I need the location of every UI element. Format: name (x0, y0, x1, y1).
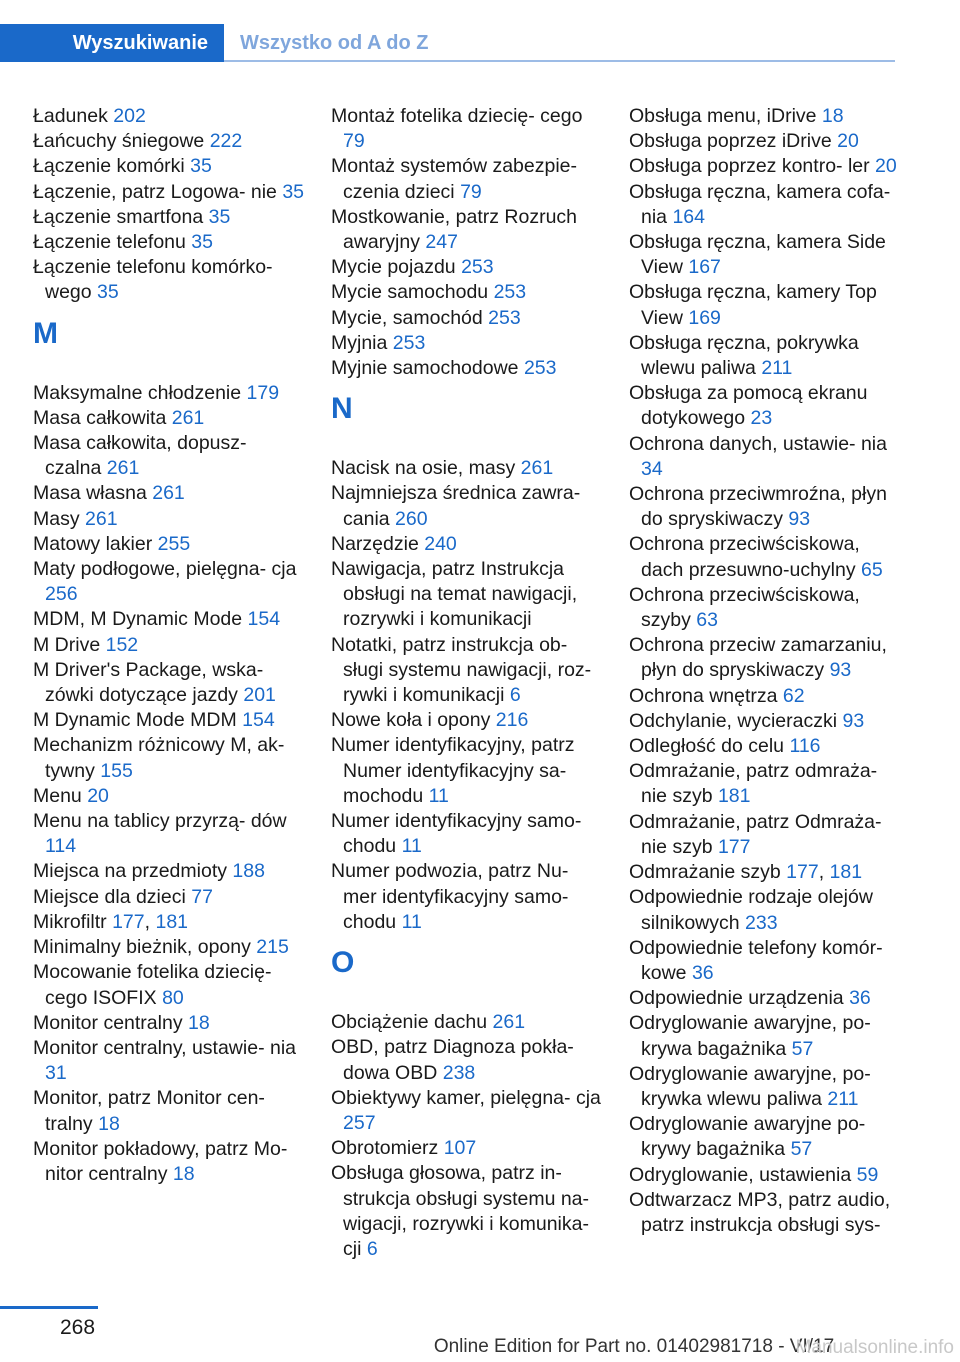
index-term: Mechanizm różnicowy M, ak‐ tywny (33, 734, 285, 782)
page-link[interactable]: 164 (672, 205, 705, 228)
section-letter: M (33, 316, 58, 350)
index-term: Obciążenie dachu (331, 1011, 493, 1034)
page-link[interactable]: 201 (243, 684, 276, 707)
page-link[interactable]: 233 (745, 911, 778, 934)
page-link[interactable]: 167 (688, 256, 721, 279)
page-link[interactable]: 20 (875, 155, 897, 178)
page-link[interactable]: 155 (100, 759, 133, 782)
index-term: Łączenie telefonu (33, 231, 192, 254)
index-entry (629, 1188, 897, 1238)
index-entry (331, 306, 603, 331)
page-link[interactable]: 253 (493, 281, 527, 304)
index-entry (629, 180, 897, 230)
page-link[interactable]: 216 (495, 709, 529, 732)
index-entry (331, 1010, 603, 1035)
index-term: Mycie, samochód (331, 306, 489, 329)
index-term: Obsługa poprzez kontro‐ ler (629, 155, 876, 178)
index-term: Masa własna (33, 482, 153, 505)
index-entry (33, 154, 305, 179)
index-entry (33, 607, 305, 632)
index-entry (33, 1011, 305, 1036)
index-term: Numer identyfikacyjny samo‐ chodu (331, 810, 582, 858)
page-link[interactable]: 93 (788, 508, 811, 531)
index-term: Odmrażanie szyb (629, 861, 787, 884)
index-term: Mycie pojazdu (331, 256, 462, 279)
index-entry (331, 154, 603, 204)
page-separator: , (144, 910, 156, 933)
page-link[interactable]: 253 (523, 357, 557, 380)
index-term: Obsługa menu, iDrive (629, 105, 822, 127)
index-term: Ochrona przeciwmroźna, płyn do spryskiwaczy (629, 483, 887, 531)
page-link[interactable]: 11 (401, 835, 422, 858)
index-term: Ochrona przeciwściskowa, szyby (629, 583, 860, 632)
index-entry (33, 1137, 305, 1187)
page-link[interactable]: 6 (509, 684, 521, 707)
index-entry (33, 381, 305, 406)
page-separator: , (818, 861, 830, 884)
index-entry (331, 104, 603, 154)
page-link[interactable]: 35 (282, 180, 305, 203)
index-entry (33, 784, 305, 809)
page-link[interactable]: 31 (45, 1062, 67, 1085)
page-link[interactable]: 257 (343, 1111, 376, 1134)
section-letter: N (331, 392, 353, 426)
index-term: Notatki, patrz instrukcja ob‐ sługi systemu nawigacji, roz‐ rywki i komunikacji (331, 633, 592, 707)
page-link[interactable]: 238 (442, 1061, 476, 1084)
index-term: Mocowanie fotelika dziecię‐ cego ISOFIX (33, 961, 272, 1009)
page-link[interactable]: 6 (366, 1237, 378, 1260)
page-link[interactable]: 107 (443, 1137, 477, 1160)
index-entry (629, 1062, 897, 1112)
index-term: Odpowiednie rodzaje olejów silnikowych (629, 886, 873, 934)
page-link[interactable]: 261 (85, 507, 118, 530)
tab-wyszukiwanie[interactable]: Wyszukiwanie (0, 24, 224, 62)
index-term: Numer podwozia, patrz Nu‐ mer identyfikacyjny samo‐ chodu (331, 860, 569, 933)
page-link[interactable]: 18 (172, 1162, 195, 1185)
index-term: Ładunek (33, 105, 114, 127)
page-link[interactable]: 202 (113, 105, 146, 127)
index-entry (331, 532, 603, 557)
index-term: Monitor pokładowy, patrz Mo‐ nitor centralny (33, 1137, 288, 1185)
index-entry (331, 255, 603, 280)
index-entry (629, 432, 897, 482)
index-entry (629, 810, 897, 860)
index-term: Obsługa ręczna, kamera Side View (629, 231, 886, 279)
page-link[interactable]: 34 (641, 457, 663, 480)
index-term: Ochrona wnętrza (629, 684, 783, 707)
page-link[interactable]: 79 (460, 180, 482, 203)
header-divider (224, 60, 895, 62)
page-link[interactable]: 261 (171, 406, 205, 429)
index-entry (331, 557, 603, 633)
index-term: Odmrażanie, patrz odmraża‐ nie szyb (629, 760, 878, 808)
index-entry (629, 482, 897, 532)
index-column-2 (331, 104, 603, 1262)
page-link[interactable]: 11 (428, 784, 449, 807)
page-link[interactable]: 169 (688, 306, 721, 329)
index-term: Obsługa poprzez iDrive (629, 130, 838, 153)
index-term: Nacisk na osie, masy (331, 457, 521, 480)
page-link[interactable]: 18 (98, 1112, 120, 1135)
index-term: Minimalny bieżnik, opony (33, 936, 257, 959)
index-entry (33, 733, 305, 783)
page-link[interactable]: 18 (821, 105, 844, 127)
index-term: Odpowiednie telefony komór‐ kowe (629, 936, 883, 984)
page-link[interactable]: 35 (208, 205, 231, 228)
index-term: Obsługa za pomocą ekranu dotykowego (629, 382, 868, 430)
index-term: Łańcuchy śniegowe (33, 130, 210, 153)
page-link[interactable]: 247 (425, 231, 458, 254)
tab-a-do-z[interactable]: Wszystko od A do Z (240, 31, 429, 54)
index-term: Odpowiednie urządzenia (629, 987, 850, 1010)
page-link[interactable]: 261 (106, 457, 140, 480)
page-link[interactable]: 77 (191, 885, 213, 908)
index-entry (33, 205, 305, 230)
index-term: Miejsca na przedmioty (33, 860, 233, 883)
page-link[interactable]: 116 (789, 735, 821, 758)
index-entry (629, 129, 897, 154)
index-entry (331, 280, 603, 305)
index-term: MDM, M Dynamic Mode (33, 608, 248, 631)
page-link[interactable]: 93 (829, 659, 852, 682)
index-entry (33, 129, 305, 154)
index-term: Odryglowanie, ustawienia (629, 1163, 857, 1186)
index-term: Mikrofiltr (33, 910, 113, 933)
index-entry (629, 331, 897, 381)
page-link[interactable]: 152 (105, 633, 139, 656)
page-link[interactable]: 20 (87, 784, 109, 807)
page-link[interactable]: 253 (461, 256, 494, 279)
page-link[interactable]: 261 (152, 482, 185, 505)
index-term: Obsługa głosowa, patrz in‐ strukcja obsługi systemu na‐ wigacji, rozrywki i komunika‐ cji (331, 1162, 590, 1260)
page-link[interactable]: 18 (187, 1011, 210, 1034)
index-entry (33, 859, 305, 884)
index-term: Mostkowanie, patrz Rozruch awaryjny (331, 205, 578, 254)
index-term: Odchylanie, wycieraczki (629, 709, 843, 732)
index-term: Ochrona przeciwściskowa, dach przesuwno-uchylny (629, 533, 862, 581)
index-entry (33, 633, 305, 658)
index-entry (33, 406, 305, 431)
page-link[interactable]: 261 (492, 1011, 526, 1034)
index-term: Obiektywy kamer, pielęgna‐ cja (331, 1086, 601, 1109)
index-term: Menu na tablicy przyrzą‐ dów (33, 810, 287, 833)
index-entry (33, 1036, 305, 1086)
index-entry (33, 960, 305, 1010)
index-term: Obsługa ręczna, kamera cofa‐ nia (629, 180, 891, 228)
page-link[interactable]: 215 (256, 936, 289, 959)
index-entry (33, 104, 305, 129)
index-term: Narzędzie (331, 532, 425, 555)
section-letter: O (331, 946, 355, 980)
page-link[interactable]: 114 (45, 835, 77, 858)
index-entry (33, 809, 305, 859)
index-column-3 (629, 104, 897, 1238)
index-term: Łączenie telefonu komórko‐ wego (33, 256, 273, 304)
index-entry (629, 936, 897, 986)
index-entry (331, 1035, 603, 1085)
index-entry (629, 734, 897, 759)
index-entry (331, 481, 603, 531)
index-entry (33, 1086, 305, 1136)
page-link[interactable]: 177 (786, 861, 819, 884)
index-term: Odryglowanie awaryjne po‐ krywy bagażnika (629, 1113, 866, 1161)
page-link[interactable]: 154 (247, 608, 281, 631)
index-entry (629, 986, 897, 1011)
footer-accent-line (0, 1306, 98, 1309)
index-entry (629, 280, 897, 330)
index-entry (629, 885, 897, 935)
index-term: Menu (33, 784, 88, 807)
page-link[interactable]: 177 (112, 910, 145, 933)
index-entry (33, 255, 305, 305)
index-term: Miejsce dla dzieci (33, 885, 192, 908)
page-link[interactable]: 57 (791, 1037, 814, 1060)
index-term: Monitor centralny (33, 1011, 188, 1034)
watermark: Manualsonline.info (795, 1337, 954, 1358)
index-entry (331, 456, 603, 481)
index-term: Montaż systemów zabezpie‐ czenia dzieci (331, 155, 578, 203)
index-term: Łączenie, patrz Logowa‐ nie (33, 180, 283, 203)
index-term: Obsługa ręczna, kamery Top View (629, 281, 877, 329)
header-bar (0, 24, 895, 62)
index-term: Montaż fotelika dziecię‐ cego (331, 105, 583, 127)
page-link[interactable]: 57 (790, 1138, 813, 1161)
index-entry (331, 1161, 603, 1262)
index-term: Mycie samochodu (331, 281, 494, 304)
index-entry (331, 331, 603, 356)
index-entry (33, 935, 305, 960)
index-entry (331, 1086, 603, 1136)
page-number: 268 (60, 1316, 96, 1339)
index-entry (629, 1163, 897, 1188)
index-entry (629, 381, 897, 431)
index-term: Maty podłogowe, pielęgna‐ cja (33, 558, 297, 581)
index-column-1 (33, 104, 305, 1187)
index-term: Ochrona przeciw zamarzaniu, płyn do spryskiwaczy (629, 634, 887, 682)
index-entry (629, 583, 897, 633)
page-link[interactable]: 80 (162, 986, 184, 1009)
page-link[interactable]: 211 (827, 1087, 859, 1110)
index-entry (331, 708, 603, 733)
index-term: Monitor, patrz Monitor cen‐ tralny (33, 1087, 265, 1135)
index-entry (33, 708, 305, 733)
page-link[interactable]: 253 (392, 331, 426, 354)
page-link[interactable]: 65 (861, 558, 883, 581)
index-entry (331, 356, 603, 381)
page-link[interactable]: 179 (246, 381, 280, 404)
index-entry (629, 633, 897, 683)
index-entry (629, 684, 897, 709)
index-term: Matowy lakier (33, 532, 158, 555)
page-link[interactable]: 240 (424, 532, 457, 555)
index-entry (331, 1136, 603, 1161)
page-link[interactable]: 11 (401, 910, 422, 933)
index-term: M Dynamic Mode MDM (33, 709, 243, 732)
page-link[interactable]: 188 (232, 860, 265, 883)
index-term: Myjnia (331, 331, 393, 354)
page-link[interactable]: 93 (842, 709, 865, 732)
index-entry (629, 860, 897, 885)
index-entry (33, 532, 305, 557)
index-entry (629, 1112, 897, 1162)
index-term: Odryglowanie awaryjne, po‐ krywka wlewu paliwa (629, 1062, 871, 1110)
page-link[interactable]: 253 (488, 306, 521, 329)
index-entry (33, 180, 305, 205)
index-term: Ochrona danych, ustawie‐ nia (629, 432, 887, 455)
index-term: Nowe koła i opony (331, 709, 496, 732)
page-link[interactable]: 255 (157, 532, 191, 555)
page-link[interactable]: 211 (761, 357, 793, 380)
page-link[interactable]: 63 (696, 609, 718, 632)
index-entry (33, 507, 305, 532)
page-link[interactable]: 62 (782, 684, 805, 707)
index-entry (331, 633, 603, 709)
index-term: Masy (33, 507, 86, 530)
page-link[interactable]: 59 (856, 1163, 879, 1186)
page-link[interactable]: 260 (395, 507, 428, 530)
index-term: Numer identyfikacyjny, patrz Numer identyfikacyjny sa‐ mochodu (331, 734, 575, 807)
index-entry (629, 154, 897, 179)
page-link[interactable]: 154 (242, 709, 275, 732)
page-link[interactable]: 35 (97, 281, 119, 304)
index-term: Łączenie smartfona (33, 205, 209, 228)
index-entry (629, 532, 897, 582)
index-term: Myjnie samochodowe (331, 357, 524, 380)
index-term: Odryglowanie awaryjne, po‐ krywa bagażnika (629, 1012, 871, 1060)
index-term: Nawigacja, patrz Instrukcja obsługi na temat nawigacji, rozrywki i komunikacji (331, 558, 578, 631)
index-term: Maksymalne chłodzenie (33, 381, 247, 404)
index-entry (33, 557, 305, 607)
page-link[interactable]: 177 (717, 835, 751, 858)
index-term: OBD, patrz Diagnoza pokła‐ dowa OBD (331, 1036, 574, 1084)
page-link[interactable]: 23 (750, 407, 773, 430)
index-term: Monitor centralny, ustawie‐ nia (33, 1036, 297, 1059)
index-entry (629, 230, 897, 280)
index-entry (629, 1011, 897, 1061)
index-entry (33, 910, 305, 935)
index-entry (629, 759, 897, 809)
page-link[interactable]: 36 (691, 961, 714, 984)
index-term: Odtwarzacz MP3, patrz audio, patrz instrukcja obsługi sys‐ (629, 1188, 891, 1236)
index-entry (33, 481, 305, 506)
index-term: Masa całkowita, dopusz‐ czalna (33, 432, 247, 480)
index-term: M Driver's Package, wska‐ zówki dotyczące jazdy (33, 658, 264, 707)
index-term: Obrotomierz (331, 1137, 444, 1160)
page-link[interactable]: 35 (191, 231, 213, 254)
index-term: Odległość do celu (629, 735, 790, 758)
index-entry (331, 733, 603, 809)
index-entry (331, 809, 603, 859)
page-link[interactable]: 36 (849, 987, 871, 1010)
page-link[interactable]: 256 (45, 583, 78, 606)
index-entry (629, 104, 897, 129)
page-link[interactable]: 261 (520, 457, 554, 480)
index-term: Najmniejsza średnica zawra‐ cania (331, 482, 581, 530)
index-entry (331, 859, 603, 935)
index-term: Łączenie komórki (33, 155, 191, 178)
edition-text: Online Edition for Part no. 01402981718 - VI/17 (433, 1336, 835, 1357)
index-entry (629, 709, 897, 734)
index-entry (33, 885, 305, 910)
index-entry (33, 431, 305, 481)
index-entry (33, 658, 305, 708)
index-term: Masa całkowita (33, 406, 172, 429)
index-term: M Drive (33, 633, 106, 656)
index-term: Obsługa ręczna, pokrywka wlewu paliwa (629, 331, 859, 380)
index-entry (33, 230, 305, 255)
page-link[interactable]: 20 (837, 130, 859, 153)
index-term: Odmrażanie, patrz Odmraża‐ nie szyb (629, 810, 882, 858)
index-entry (331, 205, 603, 255)
page-link[interactable]: 222 (209, 130, 243, 153)
page-link[interactable]: 181 (717, 785, 751, 808)
page-link[interactable]: 181 (155, 910, 189, 933)
page-link[interactable]: 79 (343, 130, 365, 153)
page-link[interactable]: 181 (829, 861, 863, 884)
page-link[interactable]: 35 (190, 155, 212, 178)
